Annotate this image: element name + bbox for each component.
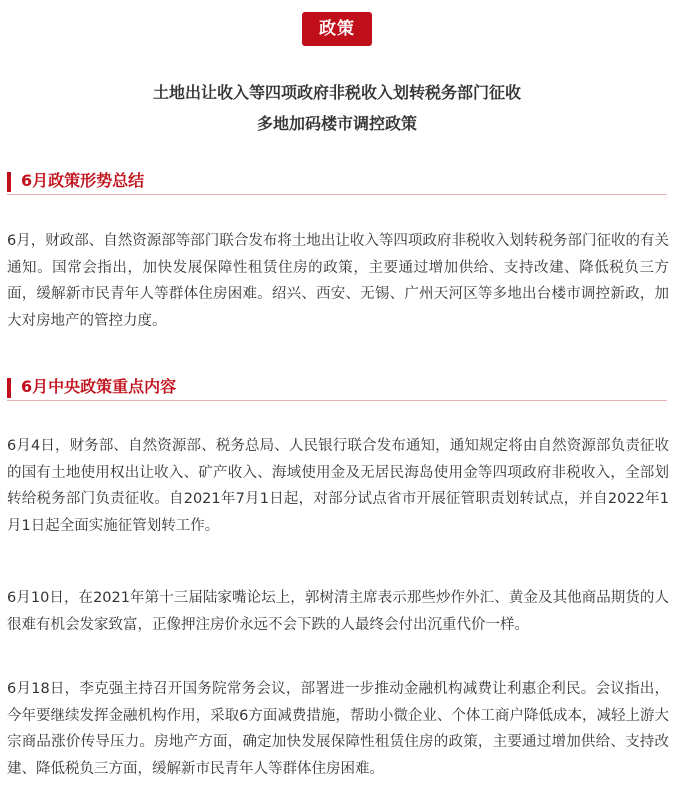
paragraph-june-18: 6月18日，李克强主持召开国务院常务会议，部署进一步推动金融机构减费让利惠企利民。会议指出，今年要继续发挥金融机构作用，采取6方面减费措施，帮助小微企业、个体工商户降低成本，减轻上游大宗商品涨价传导压力。房地产方面，确定加快发展保障性租赁住房的政策，主要通过增加供给、支持改建、降低税负三方面，缓解新市民青年人等群体住房困难。 [7, 681, 669, 777]
section-header-summary [7, 169, 667, 195]
paragraph-summary: 6月，财政部、自然资源部等部门联合发布将土地出让收入等四项政府非税收入划转税务部门征收的有关通知。国常会指出，加快发展保障性租赁住房的政策，主要通过增加供给、支持改建、降低税负三方面，缓解新市民青年人等群体住房困难。绍兴、西安、无锡、广州天河区等多地出台楼市调控新政，加大对房地产的管控力度。 [7, 233, 669, 329]
article-title-line-1: 土地出让收入等四项政府非税收入划转税务部门征收 [152, 83, 521, 102]
badge-container [0, 12, 674, 46]
section-heading: 6月中央政策重点内容 [21, 377, 177, 396]
article-title-line-2: 多地加码楼市调控政策 [256, 114, 417, 133]
section-divider [7, 400, 667, 401]
section-divider [7, 194, 667, 195]
section-header-central-policy [7, 375, 667, 401]
paragraph-june-4: 6月4日，财务部、自然资源部、税务总局、人民银行联合发布通知，通知规定将由自然资源部负责征收的国有土地使用权出让收入、矿产收入、海域使用金及无居民海岛使用金等四项政府非税收入，全部划转给税务部门负责征收。自2021年7月1日起，对部分试点省市开展征管职责划转试点，并自2022年1月1日起全面实施征管划转工作。 [7, 438, 669, 534]
category-badge: 政策 [302, 12, 372, 46]
paragraph-june-10: 6月10日，在2021年第十三届陆家嘴论坛上，郭树清主席表示那些炒作外汇、黄金及其他商品期货的人很难有机会发家致富，正像押注房价永远不会下跌的人最终会付出沉重代价一样。 [7, 590, 669, 633]
section-accent-bar [7, 172, 11, 192]
section-accent-bar [7, 378, 11, 398]
section-heading: 6月政策形势总结 [21, 171, 145, 190]
